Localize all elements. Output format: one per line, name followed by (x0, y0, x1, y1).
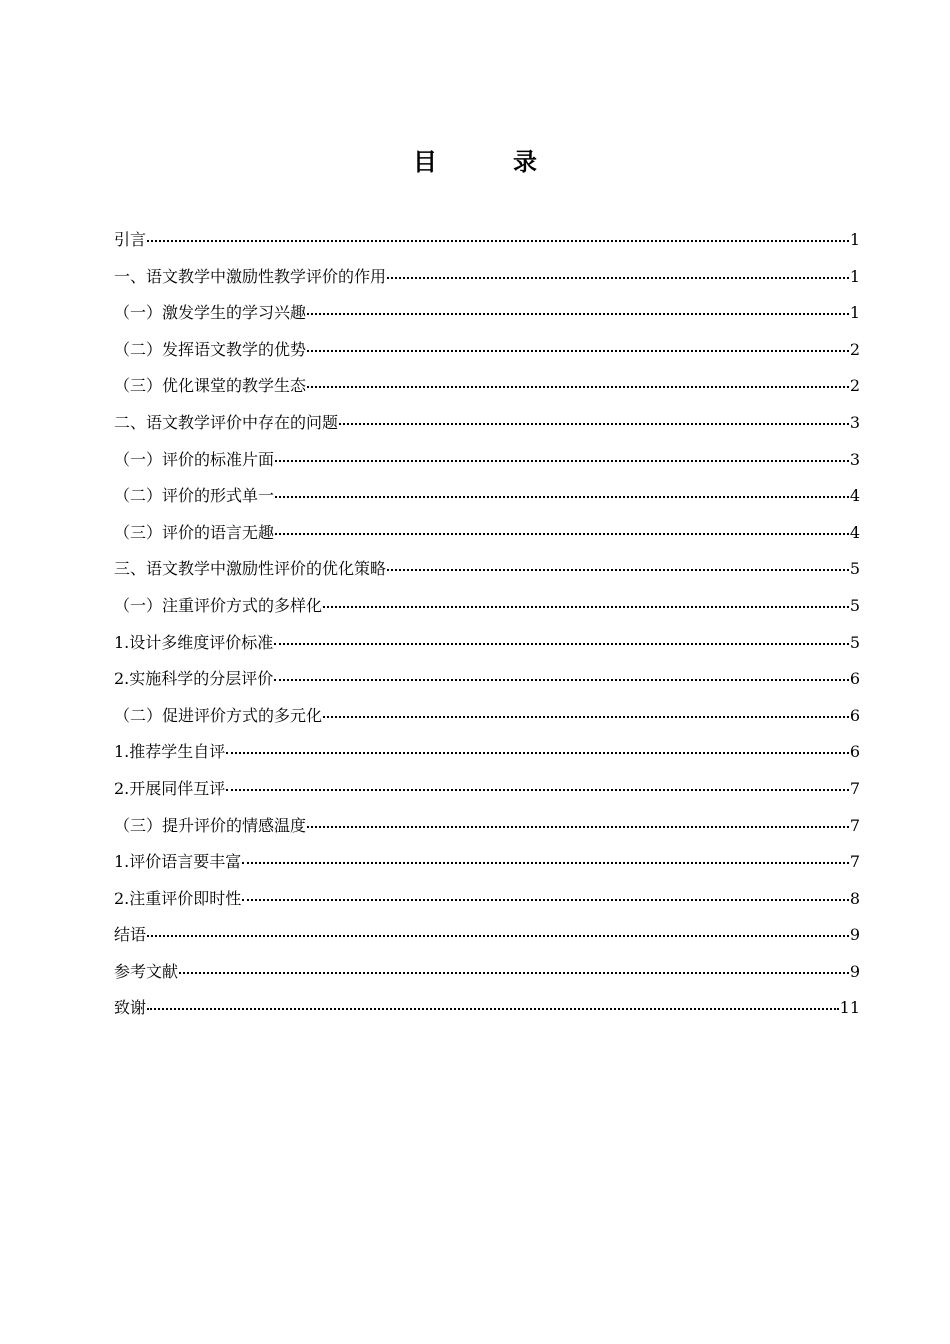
toc-entry-label: （一）评价的标准片面 (114, 449, 275, 469)
toc-entry-label: 二、语文教学评价中存在的问题 (114, 412, 339, 432)
toc-entry-label: 参考文献 (114, 961, 179, 981)
toc-entry-page: 6 (849, 705, 860, 725)
toc-entry-page: 11 (839, 998, 860, 1018)
toc-entry[interactable] (114, 777, 860, 814)
toc-entry[interactable] (114, 960, 860, 997)
toc-entry[interactable] (114, 484, 860, 521)
toc-entry[interactable] (114, 338, 860, 375)
toc-entry-label: 引言 (114, 230, 147, 249)
toc-entry[interactable] (114, 448, 860, 485)
toc-entry-page: 4 (849, 522, 860, 542)
toc-entry[interactable] (114, 228, 860, 265)
toc-entry-label: 1.设计多维度评价标准 (114, 632, 274, 652)
toc-entry-page: 8 (849, 888, 860, 908)
toc-title: 目 录 (413, 148, 563, 176)
toc-dot-leader (275, 482, 849, 498)
toc-entry-page: 5 (849, 595, 860, 615)
toc-entry-label: 1.推荐学生自评 (114, 742, 226, 762)
toc-dot-leader (387, 555, 849, 571)
toc-dot-leader (147, 921, 849, 937)
toc-dot-leader (147, 994, 839, 1010)
toc-entry-page: 2 (849, 339, 860, 359)
toc-entry-page: 6 (849, 669, 860, 689)
toc-entry-label: （二）评价的形式单一 (114, 486, 275, 506)
toc-dot-leader (307, 812, 849, 828)
toc-entry-page: 5 (849, 559, 860, 579)
toc-entry[interactable] (114, 521, 860, 558)
toc-entry-page: 1 (849, 230, 860, 249)
toc-entry-label: 2.注重评价即时性 (114, 888, 242, 908)
toc-entry[interactable] (114, 265, 860, 302)
toc-entry[interactable] (114, 631, 860, 668)
toc-entry[interactable] (114, 923, 860, 960)
toc-entry-label: 2.实施科学的分层评价 (114, 669, 274, 689)
toc-dot-leader (226, 775, 849, 791)
toc-entry-page: 6 (849, 742, 860, 762)
toc-entry-label: 1.评价语言要丰富 (114, 852, 242, 872)
toc-entry[interactable] (114, 996, 860, 1033)
toc-dot-leader (274, 629, 849, 645)
toc-dot-leader (242, 885, 849, 901)
toc-entry-label: 致谢 (114, 998, 147, 1018)
toc-dot-leader (307, 372, 849, 388)
toc-dot-leader (323, 592, 849, 608)
toc-dot-leader (226, 738, 849, 754)
toc-dot-leader (307, 336, 849, 352)
toc-dot-leader (387, 263, 849, 279)
toc-entry[interactable] (114, 887, 860, 924)
toc-entry-page: 4 (849, 486, 860, 506)
toc-dot-leader (275, 446, 849, 462)
toc-dot-leader (147, 226, 849, 242)
toc-entry[interactable] (114, 814, 860, 851)
toc-entry-page: 3 (849, 449, 860, 469)
toc-entry-label: 三、语文教学中激励性评价的优化策略 (114, 559, 387, 579)
toc-entry-label: 结语 (114, 925, 147, 945)
toc-entry-page: 9 (849, 961, 860, 981)
toc-dot-leader (307, 299, 849, 315)
toc-entry-page: 5 (849, 632, 860, 652)
toc-entry-page: 3 (849, 412, 860, 432)
toc-dot-leader (339, 409, 849, 425)
toc-entry[interactable] (114, 557, 860, 594)
toc-entry[interactable] (114, 374, 860, 411)
table-of-contents (114, 228, 860, 1033)
toc-entry-label: （三）优化课堂的教学生态 (114, 376, 307, 396)
toc-entry-label: （一）注重评价方式的多样化 (114, 595, 323, 615)
toc-entry-page: 7 (849, 852, 860, 872)
toc-entry-label: （三）评价的语言无趣 (114, 522, 275, 542)
toc-entry[interactable] (114, 411, 860, 448)
toc-entry-page: 1 (849, 303, 860, 323)
toc-entry-label: 2.开展同伴互评 (114, 778, 226, 798)
toc-dot-leader (242, 848, 849, 864)
toc-entry[interactable] (114, 850, 860, 887)
toc-entry[interactable] (114, 740, 860, 777)
toc-entry[interactable] (114, 594, 860, 631)
toc-entry-label: （二）发挥语文教学的优势 (114, 339, 307, 359)
toc-entry-label: （三）提升评价的情感温度 (114, 815, 307, 835)
toc-entry-page: 9 (849, 925, 860, 945)
toc-entry[interactable] (114, 667, 860, 704)
toc-entry-label: 一、语文教学中激励性教学评价的作用 (114, 266, 387, 286)
toc-entry[interactable] (114, 704, 860, 741)
toc-entry-label: （一）激发学生的学习兴趣 (114, 303, 307, 323)
toc-dot-leader (274, 665, 849, 681)
toc-entry-page: 2 (849, 376, 860, 396)
toc-entry-page: 7 (849, 815, 860, 835)
toc-dot-leader (275, 519, 849, 535)
toc-entry-page: 1 (849, 266, 860, 286)
toc-entry[interactable] (114, 301, 860, 338)
toc-entry-page: 7 (849, 778, 860, 798)
toc-dot-leader (179, 958, 849, 974)
toc-dot-leader (323, 702, 849, 718)
toc-entry-label: （二）促进评价方式的多元化 (114, 705, 323, 725)
